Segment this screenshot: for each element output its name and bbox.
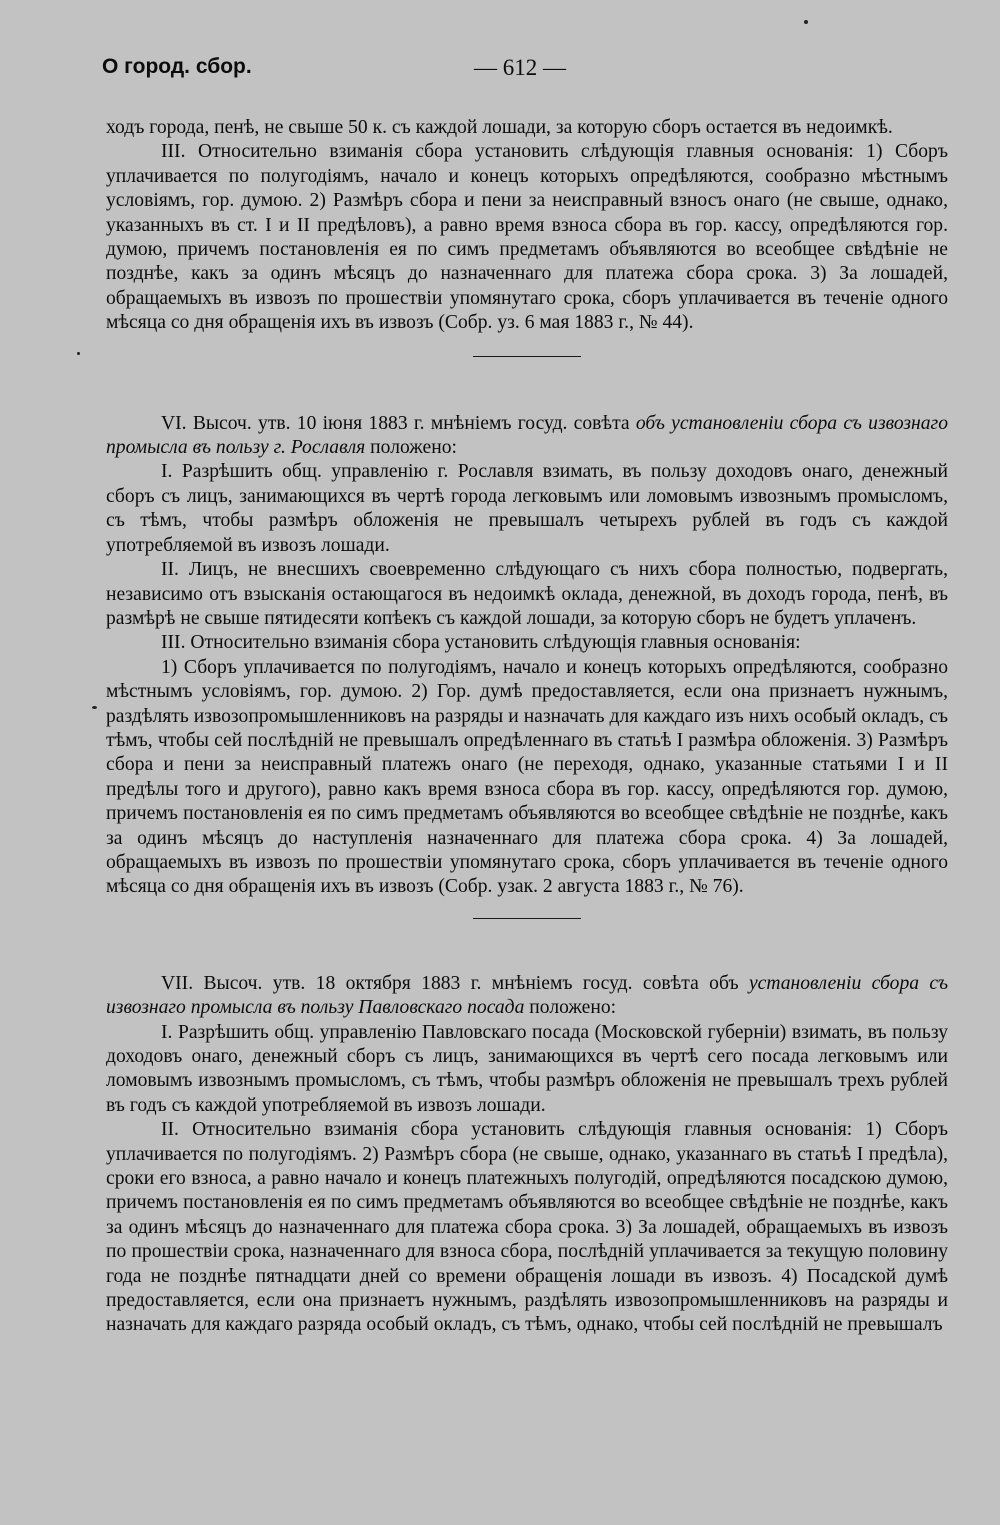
paragraph-section-iii: III. Относительно взиманія сбора установить слѣдующія главныя основанія: 1) Сборъ уплачивается по полугодіямъ, начало и конецъ которыхъ опредѣляются, сообразно мѣстнымъ условіямъ, гор. думою. 2) Размѣръ сбора и пени за неисправный взносъ онаго (не свыше, однако, указанныхъ въ ст. I и II предѣловъ), а равно время взноса сбора въ гор. кассу, опредѣляются гор. думою, причемъ постановленія ея по симъ предметамъ объявляются во всеобщее свѣдѣніе не позднѣе, какъ за одинъ мѣсяцъ до назначеннаго для платежа сбора срока. 3) За лошадей, обращаемыхъ въ извозъ по прошествіи упомянутаго срока, сборъ уплачивается въ теченіе одного мѣсяца со дня обращенія ихъ въ извозъ (Собр. уз. 6 мая 1883 г., № 44). bbox=[106, 141, 948, 334]
paragraph-vi-article-iii: III. Относительно взиманія сбора установить слѣдующія главныя основанія: bbox=[161, 632, 801, 654]
paragraph-vii-article-i: I. Разрѣшить общ. управленію Павловскаго посада (Московской губерніи) взимать, въ пользу доходовъ онаго, денежный сборъ съ лицъ, занимающихся въ чертѣ сего посада легковымъ или ломовымъ извознымъ промысломъ, съ тѣмъ, чтобы размѣръ обложенія не превышалъ трехъ рублей въ годъ съ каждой употребляемой въ извозъ лошади. bbox=[106, 1021, 948, 1116]
speck-mark bbox=[804, 20, 808, 24]
paragraph-decree-vii bbox=[106, 972, 948, 1021]
running-title: О город. сбор. bbox=[102, 55, 252, 78]
paragraph-vi-article-iii-points: 1) Сборъ уплачивается по полугодіямъ, начало и конецъ которыхъ опредѣляются, сообразно мѣстнымъ условіямъ, гор. думою. 2) Гор. думѣ предоставляется, если она признаетъ нужнымъ, раздѣлять извозопромышленниковъ на разряды и назначать для каждаго изъ нихъ особый окладъ, съ тѣмъ, чтобы сей послѣдній не превышалъ опредѣленнаго въ статьѣ I размѣра обложенія. 3) Размѣръ сбора и пени за неисправный платежъ онаго (не переходя, однако, указанные статьями I и II предѣлы того и другого), равно какъ время взноса сбора въ гор. кассу, опредѣляются гор. думою, причемъ постановленія ея по симъ предметамъ объявляются во всеобщее свѣдѣніе не позднѣе, какъ за одинъ мѣсяцъ до наступленія назначеннаго для платежа сбора срока. 4) За лошадей, обращаемыхъ въ извозъ по прошествіи упомянутаго срока, сборъ уплачивается въ теченіе одного мѣсяца со дня обращенія ихъ въ извозъ (Собр. узак. 2 августа 1883 г., № 76). bbox=[106, 656, 948, 898]
decree-vi-intro: VI. Высоч. утв. 10 іюня 1883 г. мнѣніемъ госуд. совѣта bbox=[161, 412, 636, 434]
paragraph-continuation: ходъ города, пенѣ, не свыше 50 к. съ каждой лошади, за которую сборъ остается въ недоимкѣ. bbox=[106, 117, 893, 138]
speck-mark bbox=[92, 706, 97, 709]
section-divider bbox=[473, 918, 581, 919]
section-divider bbox=[473, 356, 581, 357]
paragraph-decree-vi bbox=[106, 412, 948, 461]
page-number: — 612 — bbox=[474, 55, 566, 80]
decree-vi-end: положено: bbox=[365, 437, 457, 459]
decree-vi-title: объ установленіи сбора съ извознаго промысла въ пользу г. Рославля bbox=[106, 412, 949, 459]
speck-mark bbox=[77, 352, 80, 355]
paragraph-vi-article-i: I. Разрѣшить общ. управленію г. Рославля взимать, въ пользу доходовъ онаго, денежный сборъ съ лицъ, занимающихся въ чертѣ города легковымъ или ломовымъ извознымъ промысломъ, съ тѣмъ, чтобы размѣръ обложенія не превышалъ четырехъ рублей въ годъ съ каждой употребляемой въ извозъ лошади. bbox=[106, 461, 948, 556]
page-body bbox=[106, 116, 948, 1338]
page-header bbox=[102, 55, 948, 89]
decree-vii-end: положено: bbox=[524, 997, 617, 1019]
decree-vii-intro: VII. Высоч. утв. 18 октября 1883 г. мнѣніемъ госуд. совѣта объ bbox=[161, 972, 749, 994]
paragraph-vi-article-ii: II. Лицъ, не внесшихъ своевременно слѣдующаго съ нихъ сбора полностью, подвергать, независимо отъ взысканія остающагося въ недоимкѣ оклада, денежной, въ доходъ города, пенѣ, въ размѣрѣ не свыше пятидесяти копѣекъ съ каждой лошади, за которую сборъ не будетъ уплаченъ. bbox=[106, 559, 948, 629]
paragraph-vii-article-ii: II. Относительно взиманія сбора установить слѣдующія главныя основанія: 1) Сборъ уплачивается по полугодіямъ. 2) Размѣръ сбора (не свыше, однако, указаннаго въ статьѣ I предѣла), сроки его взноса, а равно начало и конецъ платежныхъ полугодій, опредѣляются посадскою думою, причемъ постановленія ея по симъ предметамъ объявляются во всеобщее свѣдѣніе не позднѣе, какъ за одинъ мѣсяцъ до назначеннаго для платежа сбора срока. 3) За лошадей, обращаемыхъ въ извозъ по прошествіи срока, назначеннаго для взноса сбора, послѣдній уплачивается за текущую половину года не позднѣе пятнадцати дней со времени обращенія лошади въ извозъ. 4) Посадской думѣ предоставляется, если она признаетъ нужнымъ, раздѣлять извозопромышленниковъ на разряды и назначать для каждаго разряда особый окладъ, съ тѣмъ, однако, чтобы сей послѣдній не превышалъ bbox=[106, 1119, 948, 1336]
decree-vii-title: установленіи сбора съ извознаго промысла въ пользу Павловскаго посада bbox=[106, 972, 949, 1019]
